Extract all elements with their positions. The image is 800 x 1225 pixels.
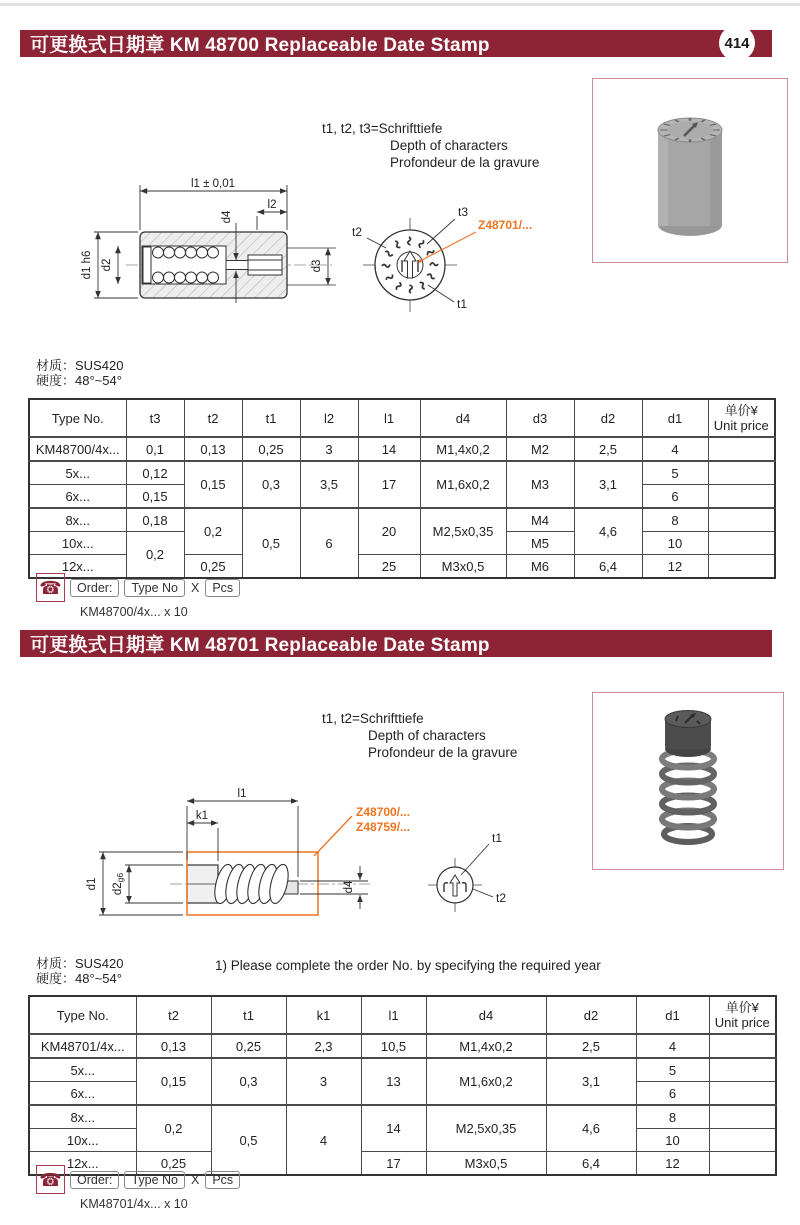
column-header: 单价¥ Unit price — [709, 996, 776, 1034]
table-cell — [708, 532, 775, 555]
table-cell: 6,4 — [546, 1152, 636, 1176]
table-cell: 0,12 — [126, 461, 184, 485]
order-label-box-2: Order: — [70, 1171, 119, 1189]
column-header: d4 — [426, 996, 546, 1034]
table-cell: 3 — [300, 437, 358, 461]
table-cell: M1,6x0,2 — [420, 461, 506, 508]
times-label-2: X — [191, 1172, 200, 1187]
type-no-cell: KM48700/4x... — [29, 437, 126, 461]
ref-label-z48759: Z48759/... — [356, 820, 411, 834]
column-header: k1 — [286, 996, 361, 1034]
section1-header-bar — [20, 30, 772, 57]
table-cell: 2,3 — [286, 1034, 361, 1058]
table-cell: M1,4x0,2 — [426, 1034, 546, 1058]
table-cell — [709, 1058, 776, 1082]
spec-table-km48701 — [28, 995, 777, 1176]
table-cell: 10,5 — [361, 1034, 426, 1058]
column-header: t1 — [242, 399, 300, 437]
table-cell: 0,3 — [242, 461, 300, 508]
table-cell: 25 — [358, 555, 420, 579]
dim-label-d2: d2 — [101, 258, 113, 272]
table-cell: 3 — [286, 1058, 361, 1105]
column-header: d3 — [506, 399, 574, 437]
column-header: Type No. — [29, 399, 126, 437]
order-info-2 — [36, 1165, 240, 1211]
stamp-face-view-2 — [428, 844, 493, 912]
technical-drawing-km48701 — [30, 778, 570, 938]
table-cell: M1,4x0,2 — [420, 437, 506, 461]
dim-label-l2: l2 — [267, 199, 277, 211]
type-no-cell: 12x... — [29, 1152, 136, 1176]
table-cell: 8 — [642, 508, 708, 532]
table-cell — [709, 1082, 776, 1106]
table-cell: 6 — [300, 508, 358, 578]
column-header: l2 — [300, 399, 358, 437]
depth-of-characters-note-2: t1, t2=Schrifttiefe Depth of characters Profondeur de la gravure — [322, 711, 518, 760]
dim-label-d3: d3 — [311, 259, 323, 273]
table-cell: 14 — [361, 1105, 426, 1152]
table-cell: 3,5 — [300, 461, 358, 508]
spring-date-stamp-photo-illustration — [593, 693, 783, 869]
table-cell: M4 — [506, 508, 574, 532]
column-header: 单价¥ Unit price — [708, 399, 775, 437]
spec-table-km48700 — [28, 398, 776, 579]
type-no-cell: 5x... — [29, 1058, 136, 1082]
dim-label-d4: d4 — [221, 210, 233, 224]
type-no-cell: 8x... — [29, 508, 126, 532]
column-header: l1 — [361, 996, 426, 1034]
type-no-cell: KM48701/4x... — [29, 1034, 136, 1058]
body-section-view — [126, 232, 336, 298]
column-header: d2 — [546, 996, 636, 1034]
table-cell: 0,3 — [211, 1058, 286, 1105]
type-no-cell: 10x... — [29, 532, 126, 555]
table-cell: 0,25 — [211, 1034, 286, 1058]
column-header: t2 — [136, 996, 211, 1034]
table-cell: 0,25 — [136, 1152, 211, 1176]
pcs-box-2: Pcs — [205, 1171, 240, 1189]
date-stamp-photo-illustration — [593, 79, 787, 262]
order-example-2: KM48701/4x... x 10 — [80, 1197, 188, 1211]
table-cell: 0,18 — [126, 508, 184, 532]
table-cell — [709, 1034, 776, 1058]
pcs-box: Pcs — [205, 579, 240, 597]
table-cell: 6 — [636, 1082, 709, 1106]
phone-icon: ☎ — [36, 573, 65, 602]
table-cell: 0,15 — [184, 461, 242, 508]
table-cell: 6,4 — [574, 555, 642, 579]
table-cell: 0,25 — [242, 437, 300, 461]
table-cell: 0,1 — [126, 437, 184, 461]
table-cell — [708, 555, 775, 579]
section1-title: 可更换式日期章 KM 48700 Replaceable Date Stamp — [30, 35, 490, 56]
table-cell: 4 — [286, 1105, 361, 1175]
column-header: d2 — [574, 399, 642, 437]
table-cell: 4,6 — [574, 508, 642, 555]
table-cell — [709, 1129, 776, 1152]
order-info-1 — [36, 573, 240, 619]
label-t1: t1 — [457, 297, 468, 311]
table-cell — [709, 1105, 776, 1129]
table-cell: 12 — [636, 1152, 709, 1176]
dim-label-d1: d1 h6 — [81, 250, 93, 280]
table-cell: 0,13 — [136, 1034, 211, 1058]
table-cell: 3,1 — [546, 1058, 636, 1105]
dim-label-d1-2: d1 — [86, 877, 98, 891]
table-cell: 6 — [642, 485, 708, 509]
page-number-badge: 414 — [719, 25, 755, 61]
table-cell: 0,2 — [184, 508, 242, 555]
type-no-cell: 6x... — [29, 485, 126, 509]
table-cell: 0,13 — [184, 437, 242, 461]
table-cell: 0,15 — [126, 485, 184, 509]
phone-icon-2: ☎ — [36, 1165, 65, 1194]
column-header: d1 — [642, 399, 708, 437]
column-header: d4 — [420, 399, 506, 437]
table-cell: M3x0,5 — [426, 1152, 546, 1176]
table-cell: 0,15 — [136, 1058, 211, 1105]
order-year-note: 1) Please complete the order No. by specifying the required year — [215, 958, 601, 973]
column-header: t1 — [211, 996, 286, 1034]
order-example: KM48700/4x... x 10 — [80, 605, 188, 619]
type-no-box: Type No — [124, 579, 185, 597]
dim-label-k1: k1 — [195, 810, 209, 822]
table-cell: 3,1 — [574, 461, 642, 508]
section2-title: 可更换式日期章 KM 48701 Replaceable Date Stamp — [30, 635, 490, 656]
table-cell — [708, 508, 775, 532]
table-cell: 13 — [361, 1058, 426, 1105]
table-cell: M3 — [506, 461, 574, 508]
table-cell: 2,5 — [574, 437, 642, 461]
table-cell: M2 — [506, 437, 574, 461]
type-no-cell: 5x... — [29, 461, 126, 485]
table-cell: M2,5x0,35 — [420, 508, 506, 555]
table-cell: 17 — [358, 461, 420, 508]
type-no-cell: 10x... — [29, 1129, 136, 1152]
type-no-cell: 8x... — [29, 1105, 136, 1129]
label-t1-2: t1 — [492, 831, 503, 845]
ref-label-z48701: Z48701/... — [478, 218, 533, 232]
column-header: t3 — [126, 399, 184, 437]
table-cell: 2,5 — [546, 1034, 636, 1058]
material-info-2: 材质：SUS420 硬度：48°~54° — [36, 956, 124, 986]
table-cell: 0,5 — [211, 1105, 286, 1175]
order-label-box: Order: — [70, 579, 119, 597]
table-cell: M2,5x0,35 — [426, 1105, 546, 1152]
table-cell: M6 — [506, 555, 574, 579]
table-cell: M5 — [506, 532, 574, 555]
table-cell: 5 — [636, 1058, 709, 1082]
table-cell — [708, 461, 775, 485]
product-photo-frame-km48701 — [592, 692, 784, 870]
depth-of-characters-note: t1, t2, t3=Schrifttiefe Depth of characters Profondeur de la gravure — [322, 121, 540, 170]
dim-label-d2-2: d2g6 — [112, 872, 125, 896]
label-t3: t3 — [458, 205, 469, 219]
dim-label-l1-2: l1 — [237, 788, 247, 800]
table-cell: 14 — [358, 437, 420, 461]
table-cell: 0,5 — [242, 508, 300, 578]
table-cell: 17 — [361, 1152, 426, 1176]
dim-label-d4-2: d4 — [343, 880, 355, 894]
table-cell: M3x0,5 — [420, 555, 506, 579]
label-t2: t2 — [351, 225, 363, 239]
table-cell: 4 — [642, 437, 708, 461]
material-info-1: 材质：SUS420 硬度：48°~54° — [36, 358, 124, 388]
label-t2-2: t2 — [496, 891, 507, 905]
type-no-box-2: Type No — [124, 1171, 185, 1189]
table-cell — [709, 1152, 776, 1176]
table-cell: 12 — [642, 555, 708, 579]
times-label: X — [191, 580, 200, 595]
product-photo-frame-km48700 — [592, 78, 788, 263]
column-header: t2 — [184, 399, 242, 437]
table-cell: 5 — [642, 461, 708, 485]
table-cell — [708, 485, 775, 509]
section2-header-bar — [20, 630, 772, 657]
table-cell: 0,25 — [184, 555, 242, 579]
table-cell: 0,2 — [136, 1105, 211, 1152]
page-top-edge — [0, 3, 800, 6]
table-cell: 8 — [636, 1105, 709, 1129]
table-cell: 10 — [642, 532, 708, 555]
column-header: l1 — [358, 399, 420, 437]
column-header: Type No. — [29, 996, 136, 1034]
table-cell — [708, 437, 775, 461]
table-cell: 0,2 — [126, 532, 184, 579]
type-no-cell: 6x... — [29, 1082, 136, 1106]
technical-drawing-km48700 — [30, 160, 570, 335]
dim-label-l1: l1 ± 0,01 — [190, 178, 236, 190]
table-cell: 4 — [636, 1034, 709, 1058]
type-no-cell: 12x... — [29, 555, 126, 579]
table-cell: 10 — [636, 1129, 709, 1152]
column-header: d1 — [636, 996, 709, 1034]
table-cell: M1,6x0,2 — [426, 1058, 546, 1105]
ref-label-z48700: Z48700/... — [356, 805, 411, 819]
table-cell: 4,6 — [546, 1105, 636, 1152]
stamp-side-view — [187, 863, 298, 906]
table-cell: 20 — [358, 508, 420, 555]
